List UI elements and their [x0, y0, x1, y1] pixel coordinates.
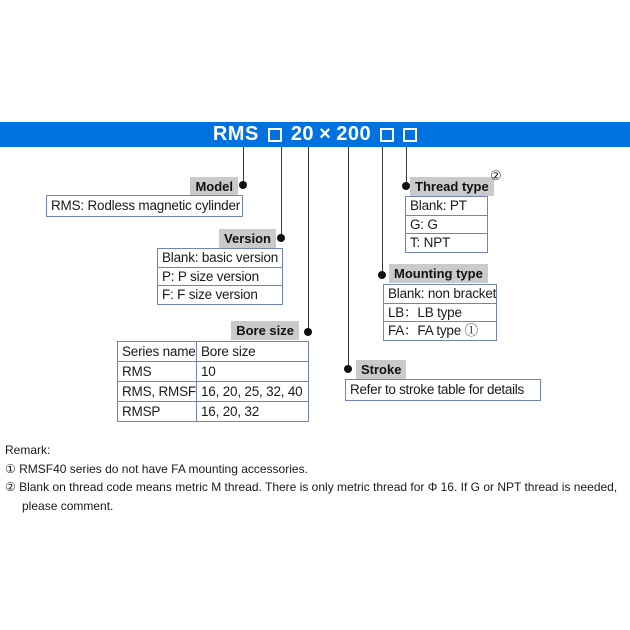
- connector-line-bore-size: [308, 147, 309, 332]
- mounting-type-label: Mounting type: [389, 264, 488, 283]
- code-bore-text: 20: [290, 123, 315, 145]
- remark-block: [5, 441, 617, 515]
- thread-type-row: G: G: [406, 215, 487, 234]
- connector-line-thread: [406, 147, 407, 186]
- connector-dot-stroke: [344, 365, 352, 373]
- remark-note-2-continued: please comment.: [22, 498, 114, 513]
- bore-size-row: [118, 401, 308, 421]
- version-label: Version: [219, 229, 276, 248]
- bore-size-header-row: [118, 342, 308, 361]
- stroke-label: Stroke: [356, 360, 406, 379]
- bore-size-cell-bore: 16, 20, 25, 32, 40: [201, 384, 303, 399]
- version-row: F: F size version: [158, 285, 282, 304]
- model-label: Model: [190, 177, 238, 196]
- mounting-type-table: [383, 284, 497, 341]
- thread-type-row: T: NPT: [406, 233, 487, 252]
- thread-type-footnote-mark: ②: [490, 168, 502, 183]
- bore-size-row: [118, 361, 308, 381]
- bore-size-header-bore: Bore size: [201, 344, 256, 359]
- code-times-sign: ×: [319, 123, 332, 145]
- bore-size-header-series: Series name: [118, 342, 197, 361]
- bore-size-cell-bore: 16, 20, 32: [201, 404, 260, 419]
- model-code-bar: [0, 122, 630, 147]
- connector-dot-thread: [402, 182, 410, 190]
- code-version-box: [268, 128, 282, 142]
- version-table: [157, 248, 283, 305]
- version-row: P: P size version: [158, 267, 282, 286]
- mounting-type-row: LB：LB type: [384, 303, 496, 322]
- code-thread-box: [403, 128, 417, 142]
- bore-size-label: Bore size: [231, 321, 299, 340]
- connector-line-version: [281, 147, 282, 238]
- stroke-description-box: Refer to stroke table for details: [345, 379, 541, 401]
- code-mounting-box: [380, 128, 394, 142]
- connector-line-model: [243, 147, 244, 185]
- thread-type-label: Thread type: [410, 177, 494, 196]
- code-stroke-text: 200: [336, 123, 372, 145]
- bore-size-row: [118, 381, 308, 401]
- bore-size-table: [117, 341, 309, 422]
- mounting-type-row: FA：FA type ①: [384, 321, 496, 340]
- connector-dot-version: [277, 234, 285, 242]
- connector-line-stroke: [348, 147, 349, 369]
- remark-note-2: ② Blank on thread code means metric M thread. There is only metric thread for Φ 16. If G or NPT thread is needed,: [5, 480, 618, 494]
- thread-type-table: [405, 196, 488, 253]
- bore-size-cell-series: RMSP: [118, 402, 197, 421]
- connector-dot-bore-size: [304, 328, 312, 336]
- remark-note-1: ① RMSF40 series do not have FA mounting accessories.: [5, 461, 308, 476]
- mounting-type-row: Blank: non bracket: [388, 286, 497, 301]
- thread-type-row: Blank: PT: [410, 198, 467, 213]
- connector-dot-model: [239, 181, 247, 189]
- version-row: Blank: basic version: [162, 250, 279, 265]
- remark-title: Remark:: [5, 443, 51, 457]
- bore-size-cell-bore: 10: [201, 364, 216, 379]
- connector-dot-mounting: [378, 271, 386, 279]
- code-model-text: RMS: [212, 123, 259, 145]
- bore-size-cell-series: RMS, RMSF: [118, 382, 197, 401]
- connector-line-mounting: [382, 147, 383, 275]
- model-description-box: RMS: Rodless magnetic cylinder: [46, 195, 243, 217]
- code-size-group: [291, 123, 371, 146]
- bore-size-cell-series: RMS: [118, 362, 197, 381]
